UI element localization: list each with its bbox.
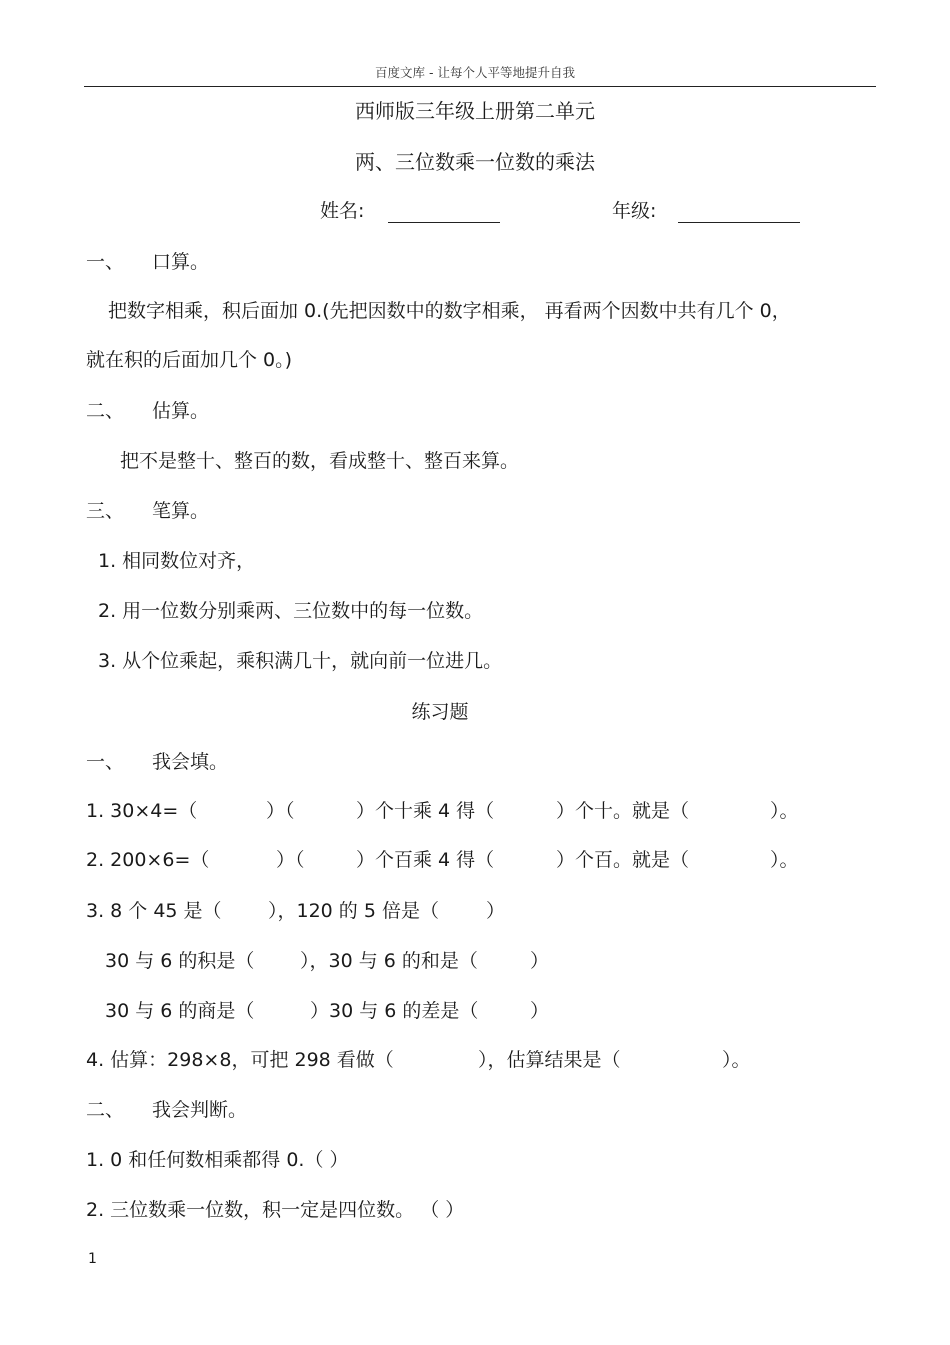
fill-question-4-b: ），估算结果是（ xyxy=(478,1049,621,1071)
fill-question-3-b: ），120 的 5 倍是（ xyxy=(268,900,439,922)
fill-question-1-e: ）。 xyxy=(770,800,799,822)
name-blank[interactable] xyxy=(388,202,500,223)
section-1-number: 一、 xyxy=(86,251,125,273)
section-3-item-2: 2. 用一位数分别乘两、三位数中的每一位数。 xyxy=(98,600,484,622)
page-number: 1 xyxy=(88,1251,97,1267)
fill-question-3-line-3-b: ）30 与 6 的差是（ xyxy=(310,1000,479,1022)
exercise-1-number: 一、 xyxy=(86,751,125,773)
fill-question-3-line-2-c: ） xyxy=(530,950,550,972)
fill-question-2-d: ）个百。就是（ xyxy=(556,849,690,871)
grade-label: 年级: xyxy=(612,200,657,222)
fill-question-1-a: 1. 30×4=（ xyxy=(86,800,198,822)
fill-question-2-c: ）个百乘 4 得（ xyxy=(356,849,495,871)
fill-question-3-line-3-c: ） xyxy=(530,1000,550,1022)
judge-question-1: 1. 0 和任何数相乘都得 0.（ ） xyxy=(86,1149,349,1171)
fill-question-1-d: ）个十。就是（ xyxy=(556,800,690,822)
exercises-title: 练习题 xyxy=(411,701,469,723)
name-label: 姓名: xyxy=(320,200,365,222)
fill-question-3-line-3-a: 30 与 6 的商是（ xyxy=(105,1000,255,1022)
judge-question-2: 2. 三位数乘一位数，积一定是四位数。 （ ） xyxy=(86,1199,465,1221)
fill-question-2-b: ）（ xyxy=(276,849,305,871)
section-2-number: 二、 xyxy=(86,400,125,422)
doc-subtitle: 两、三位数乘一位数的乘法 xyxy=(355,150,595,174)
grade-blank[interactable] xyxy=(678,202,800,223)
exercise-2-number: 二、 xyxy=(86,1099,125,1121)
section-3-number: 三、 xyxy=(86,500,125,522)
section-1-title: 口算。 xyxy=(152,251,210,273)
fill-question-4-a: 4. 估算：298×8，可把 298 看做（ xyxy=(86,1049,394,1071)
fill-question-3-line-2-a: 30 与 6 的积是（ xyxy=(105,950,255,972)
header-rule xyxy=(84,86,876,87)
fill-question-1-b: ）（ xyxy=(266,800,295,822)
fill-question-3-c: ） xyxy=(486,900,506,922)
fill-question-3-a: 3. 8 个 45 是（ xyxy=(86,900,222,922)
fill-question-4-c: ）。 xyxy=(722,1049,751,1071)
fill-question-1-c: ）个十乘 4 得（ xyxy=(356,800,495,822)
section-3-item-3: 3. 从个位乘起，乘积满几十，就向前一位进几。 xyxy=(98,650,503,672)
fill-question-3-line-2-b: ），30 与 6 的和是（ xyxy=(300,950,478,972)
page-header: 百度文库 - 让每个人平等地提升自我 xyxy=(375,65,575,80)
section-3-title: 笔算。 xyxy=(152,500,210,522)
section-1-body-line-2: 就在积的后面加几个 0。) xyxy=(86,349,293,371)
fill-question-2-a: 2. 200×6=（ xyxy=(86,849,210,871)
exercise-2-title: 我会判断。 xyxy=(152,1099,248,1121)
fill-question-2-e: ）。 xyxy=(770,849,799,871)
section-2-title: 估算。 xyxy=(152,400,210,422)
section-1-body-line-1: 把数字相乘，积后面加 0.(先把因数中的数字相乘， 再看两个因数中共有几个 0， xyxy=(108,300,791,322)
section-3-item-1: 1. 相同数位对齐， xyxy=(98,550,256,572)
section-2-body: 把不是整十、整百的数，看成整十、整百来算。 xyxy=(120,450,520,472)
exercise-1-title: 我会填。 xyxy=(152,751,229,773)
doc-title: 西师版三年级上册第二单元 xyxy=(355,99,595,123)
